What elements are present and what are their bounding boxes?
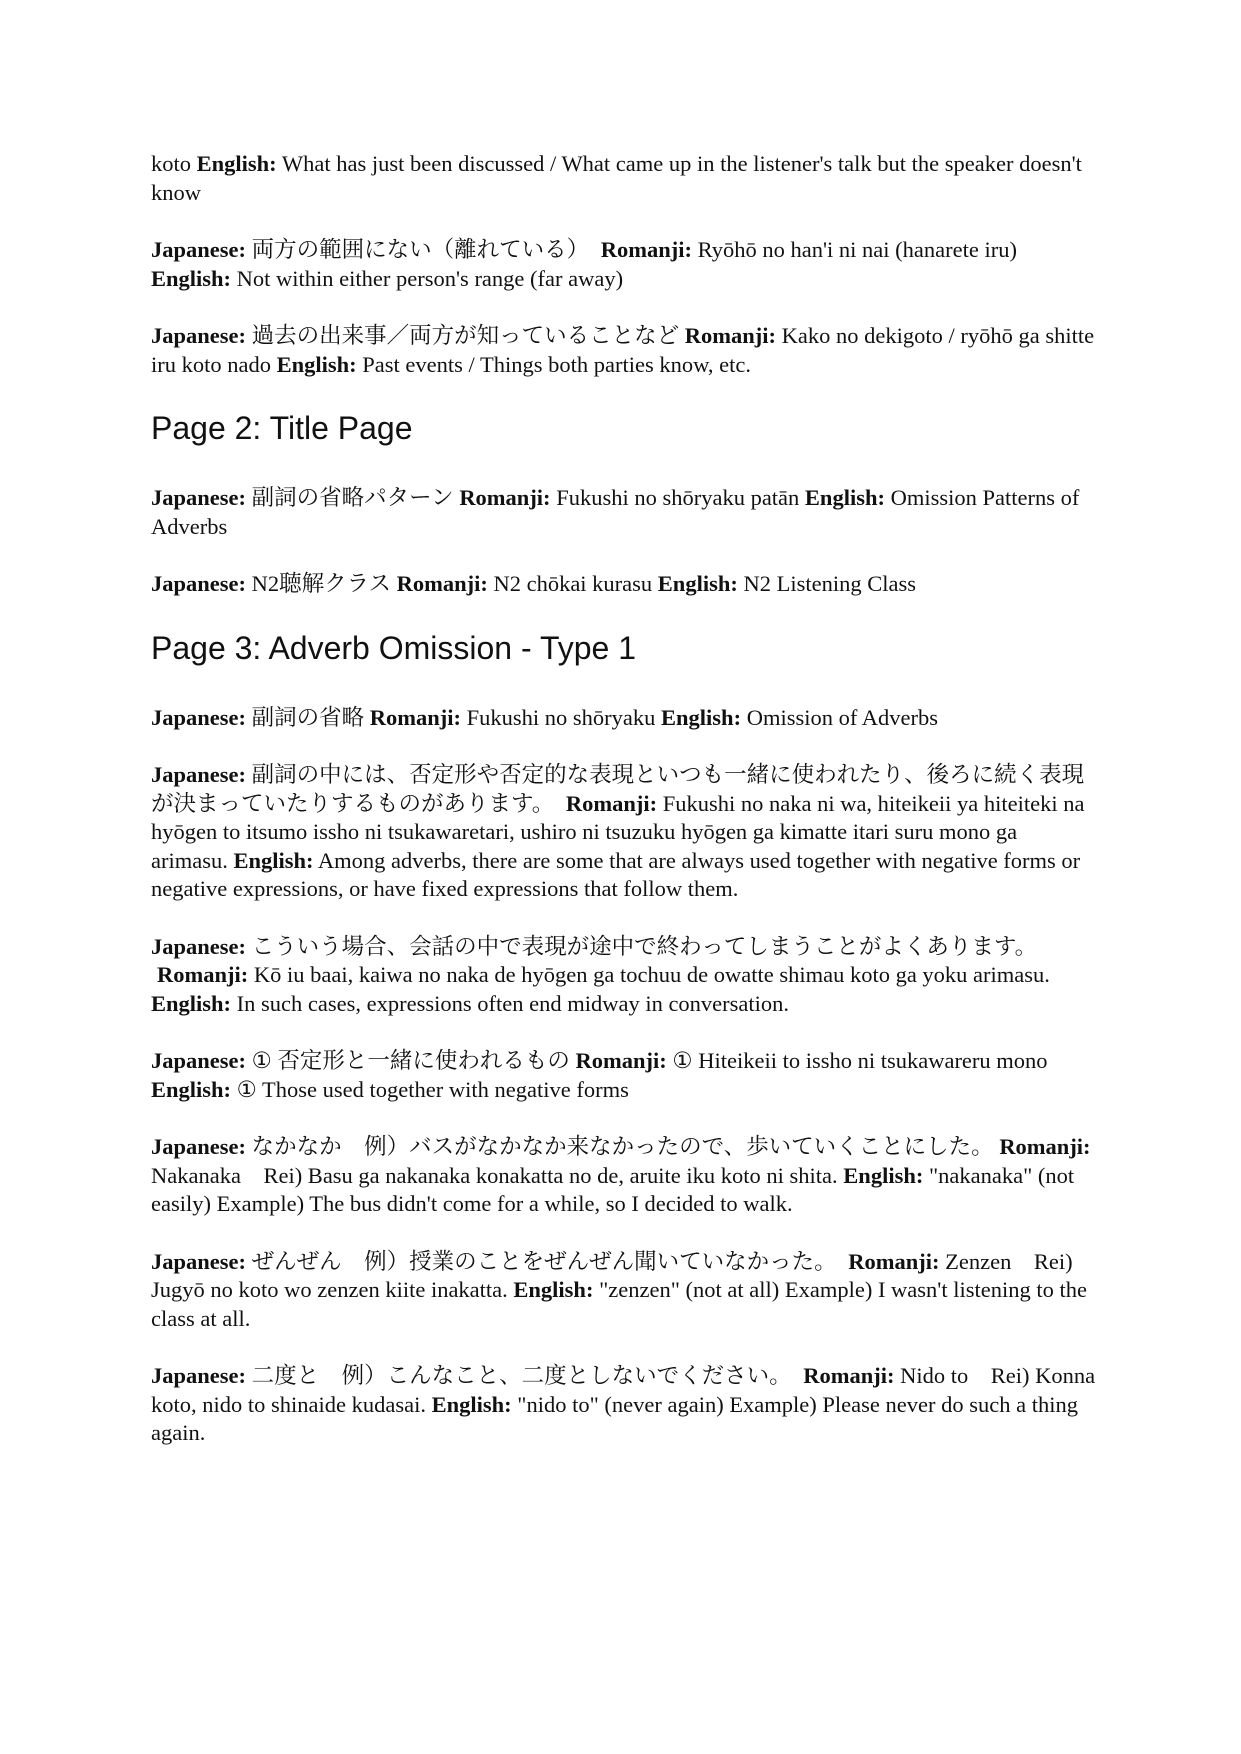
english-text: ① Those used together with negative forms <box>236 1076 629 1102</box>
fragment-entry <box>151 150 1096 207</box>
english-label: English: <box>151 990 232 1016</box>
romanji-text: Zenzen Rei) Jugyō no koto wo zenzen kiite inakatta. <box>151 1248 1073 1302</box>
english-text: N2 Listening Class <box>743 571 916 596</box>
english-text: Omission Patterns of Adverbs <box>151 485 1080 539</box>
japanese-label: Japanese: <box>151 1048 246 1073</box>
section-heading: Page 2: Title Page <box>151 410 413 446</box>
romanji-label: Romanji: <box>459 485 551 510</box>
entry <box>151 484 1096 541</box>
romanji-text: Nido to Rei) Konna koto, nido to shinaide kudasai. <box>151 1363 1096 1417</box>
english-text: Not within either person's range (far away) <box>236 265 624 291</box>
japanese-text: なかなか 例）バスがなかなか来なかったので、歩いていくことにした。 <box>251 1134 994 1159</box>
entry <box>151 761 1096 904</box>
romanji-label: Romanji: <box>157 962 249 987</box>
entry <box>151 704 1096 733</box>
romanji-text: Nakanaka Rei) Basu ga nakanaka konakatta no de, aruite iku koto ni shita. <box>151 1162 838 1188</box>
romanji-text: ① Hiteikeii to issho ni tsukawareru mono <box>672 1048 1048 1073</box>
japanese-label: Japanese: <box>151 485 246 510</box>
document-content <box>151 150 1096 1477</box>
english-text: In such cases, expressions often end midway in conversation. <box>236 990 790 1016</box>
romanji-label: Romanji: <box>396 571 488 596</box>
japanese-label: Japanese: <box>151 704 246 730</box>
entry <box>151 1133 1096 1219</box>
japanese-label: Japanese: <box>151 933 246 959</box>
english-label: English: <box>431 1391 512 1417</box>
romanji-text: Kō iu baai, kaiwa no naka de hyōgen ga tochuu de owatte shimau koto ga yoku arimasu. <box>253 962 1050 987</box>
romanji-label: Romanji: <box>803 1363 895 1388</box>
japanese-text: こういう場合、会話の中で表現が途中で終わってしまうことがよくあります。 <box>251 933 1038 959</box>
romanji-text: N2 chōkai kurasu <box>493 571 653 596</box>
english-label: English: <box>804 485 885 510</box>
japanese-text: 副詞の省略 <box>251 704 365 730</box>
english-text: Past events / Things both parties know, etc. <box>362 351 751 377</box>
english-text: Among adverbs, there are some that are always used together with negative forms or negative expressions, or have fixed expressions that follow them. <box>151 847 1081 901</box>
english-label: English: <box>843 1162 924 1188</box>
english-text: "nakanaka" (not easily) Example) The bus didn't come for a while, so I decided to walk. <box>151 1162 1075 1216</box>
japanese-label: Japanese: <box>151 571 246 596</box>
english-text: "zenzen" (not at all) Example) I wasn't listening to the class at all. <box>151 1277 1087 1331</box>
entry <box>151 236 1096 293</box>
english-text: "nido to" (never again) Example) Please never do such a thing again. <box>151 1391 1078 1445</box>
japanese-label: Japanese: <box>151 323 246 348</box>
romanji-text: Fukushi no naka ni wa, hiteikeii ya hiteiteki na hyōgen to itsumo issho ni tsukawaretari, ushiro ni tsuzuku hyōgen ga kimatte itari suru mono ga arimasu. <box>151 790 1085 873</box>
section-heading: Page 3: Adverb Omission - Type 1 <box>151 629 636 666</box>
japanese-text: 副詞の省略パターン <box>251 485 454 510</box>
japanese-text: 副詞の中には、否定形や否定的な表現といつも一緒に使われたり、後ろに続く表現が決まっていたりするものがあります。 <box>151 762 1085 816</box>
japanese-label: Japanese: <box>151 237 246 262</box>
english-text: Omission of Adverbs <box>746 704 938 730</box>
romanji-label: Romanji: <box>999 1134 1091 1159</box>
english-label: English: <box>657 571 738 596</box>
romanji-text: Ryōhō no han'i ni nai (hanarete iru) <box>697 237 1017 262</box>
romanji-label: Romanji: <box>575 1048 667 1073</box>
entry <box>151 570 1096 599</box>
entry <box>151 1047 1096 1104</box>
japanese-text: N2聴解クラス <box>251 571 391 596</box>
entry <box>151 1248 1096 1334</box>
romanji-label: Romanji: <box>848 1248 940 1274</box>
entry <box>151 933 1096 1019</box>
romanji-label: Romanji: <box>600 237 693 262</box>
japanese-text: ぜんぜん 例）授業のことをぜんぜん聞いていなかった。 <box>251 1248 837 1274</box>
romanji-text: Fukushi no shōryaku <box>466 704 656 730</box>
japanese-text: 両方の範囲にない（離れている） <box>251 237 590 262</box>
japanese-text: ① 否定形と一緒に使われるもの <box>251 1048 570 1073</box>
english-label: English: <box>196 151 277 176</box>
japanese-label: Japanese: <box>151 762 246 787</box>
japanese-text: 二度と 例）こんなこと、二度としないでください。 <box>251 1363 792 1388</box>
english-label: English: <box>661 704 742 730</box>
english-label: English: <box>151 1076 232 1102</box>
english-label: English: <box>513 1277 594 1302</box>
english-label: English: <box>276 351 357 377</box>
romanji-label: Romanji: <box>565 790 658 816</box>
english-label: English: <box>233 847 314 873</box>
romanji-text: Fukushi no shōryaku patān <box>556 485 800 510</box>
entry <box>151 1362 1096 1448</box>
english-text: What has just been discussed / What came up in the listener's talk but the speaker doesn't know <box>151 151 1082 205</box>
fragment-text: koto <box>151 151 192 176</box>
japanese-label: Japanese: <box>151 1248 246 1274</box>
romanji-label: Romanji: <box>369 704 462 730</box>
japanese-label: Japanese: <box>151 1134 246 1159</box>
entry <box>151 322 1096 379</box>
japanese-label: Japanese: <box>151 1363 246 1388</box>
japanese-text: 過去の出来事／両方が知っていることなど <box>251 323 680 348</box>
english-label: English: <box>151 265 232 291</box>
romanji-label: Romanji: <box>684 323 777 348</box>
romanji-text: Kako no dekigoto / ryōhō ga shitte iru koto nado <box>151 323 1095 377</box>
